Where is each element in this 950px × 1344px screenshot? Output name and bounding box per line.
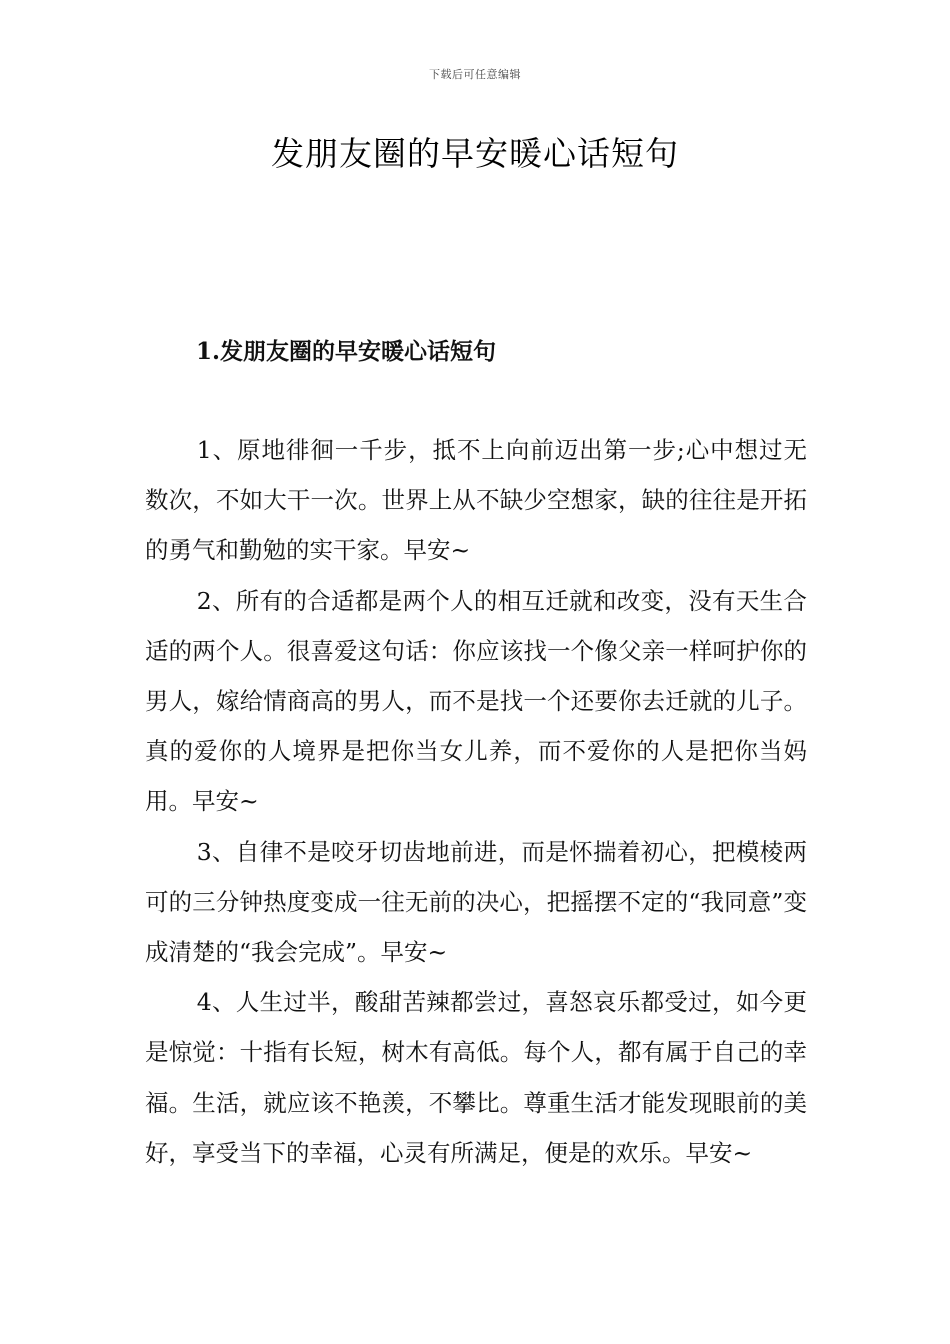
header-note: 下载后可任意编辑: [429, 68, 521, 81]
paragraph-4: 4、人生过半，酸甜苦辣都尝过，喜怒哀乐都受过，如今更是惊觉：十指有长短，树木有高低。每个人，都有属于自己的幸福。生活，就应该不艳羡，不攀比。尊重生活才能发现眼前的美好，享受当下的幸福，心灵有所满足，便是的欢乐。早安~: [145, 988, 807, 1167]
paragraph-1: 1、原地徘徊一千步，抵不上向前迈出第一步;心中想过无数次，不如大干一次。世界上从不缺少空想家，缺的往往是开拓的勇气和勤勉的实干家。早安~: [145, 436, 807, 565]
paragraph-2: 2、所有的合适都是两个人的相互迁就和改变，没有天生合适的两个人。很喜爱这句话：你应该找一个像父亲一样呵护你的男人，嫁给情商高的男人，而不是找一个还要你去迁就的儿子。真的爱你的人境界是把你当女儿养，而不爱你的人是把你当妈用。早安~: [145, 586, 807, 816]
section-heading: 1.发朋友圈的早安暖心话短句: [196, 338, 497, 365]
document-title: 发朋友圈的早安暖心话短句: [271, 134, 679, 173]
paragraph-3: 3、自律不是咬牙切齿地前进，而是怀揣着初心，把模棱两可的三分钟热度变成一往无前的决心，把摇摆不定的“我同意”变成清楚的“我会完成”。早安~: [145, 837, 807, 967]
body-text: [145, 425, 807, 1178]
